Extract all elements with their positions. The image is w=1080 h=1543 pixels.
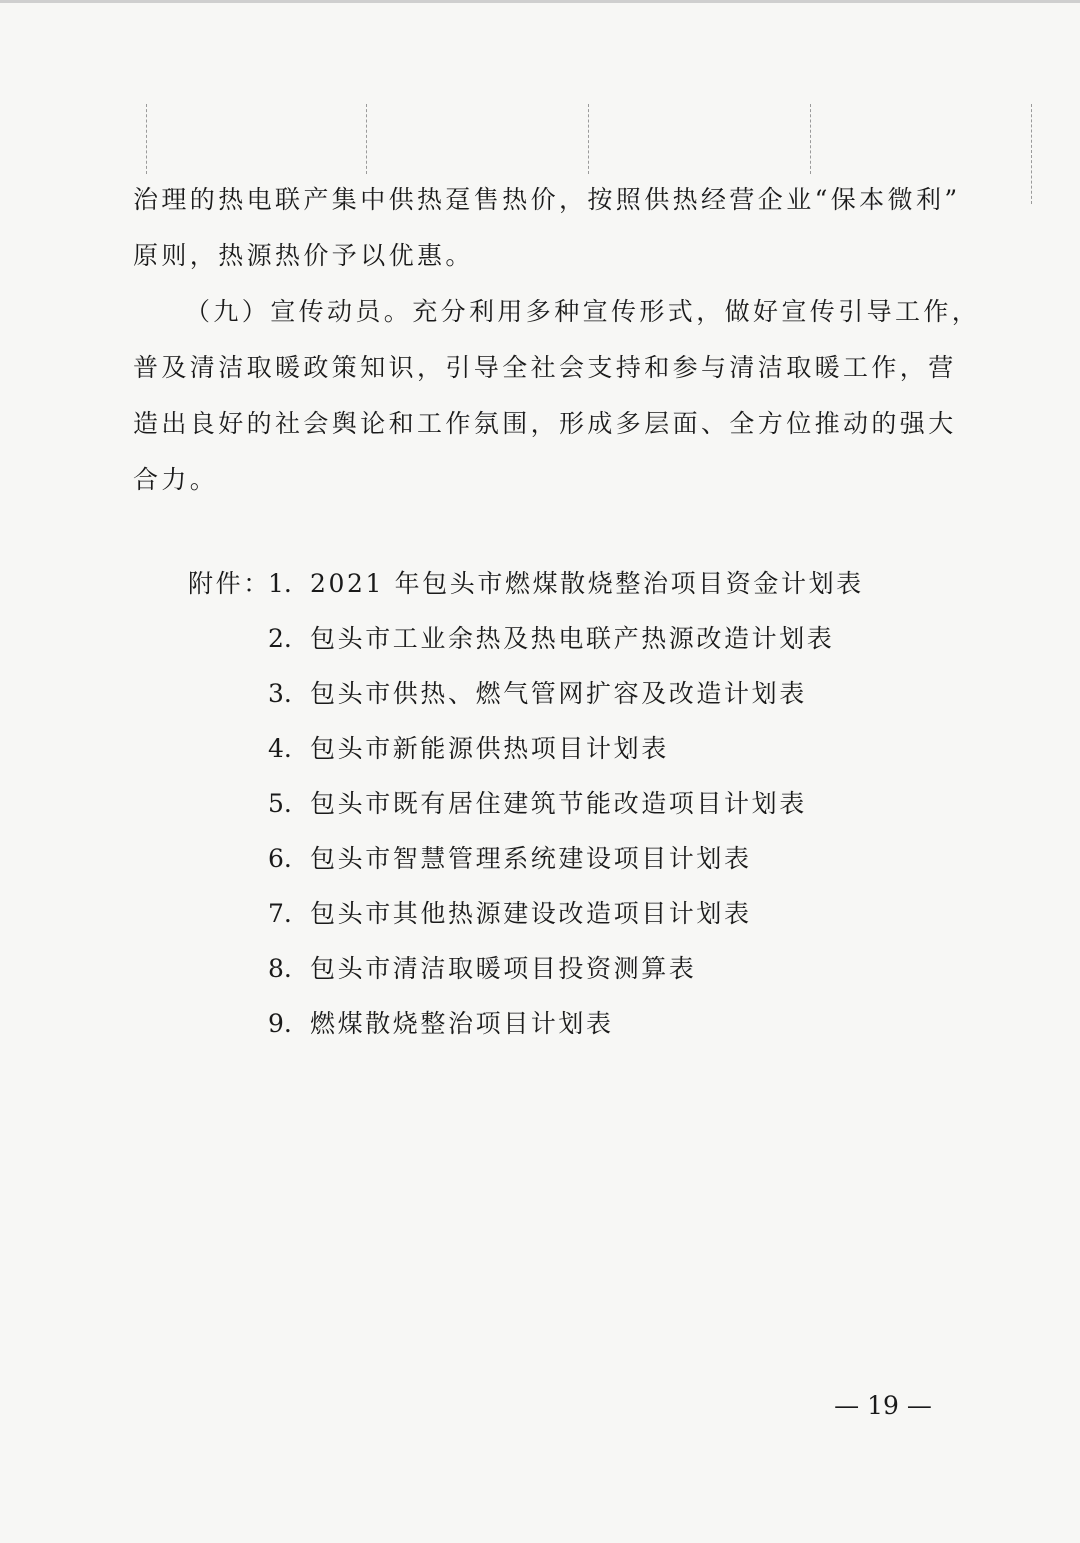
attachment-number: 8. (268, 954, 292, 983)
attachment-item (188, 776, 948, 831)
paragraph-publicity (133, 284, 981, 508)
attachment-item (188, 886, 948, 941)
attachment-item (188, 996, 948, 1051)
text-line: （九）宣传动员。充分利用多种宣传形式，做好宣传引导工作， (185, 297, 981, 326)
attachment-label: 附件： (188, 569, 271, 598)
attachment-title: 包头市清洁取暖项目投资测算表 (310, 954, 697, 983)
text-line: 普及清洁取暖政策知识，引导全社会支持和参与清洁取暖工作，营 (133, 353, 957, 382)
attachment-title: 包头市工业余热及热电联产热源改造计划表 (310, 624, 835, 653)
attachment-number: 1. (268, 569, 292, 598)
page-top-edge (0, 0, 1080, 3)
binding-mark (146, 104, 148, 174)
text-line: 原则，热源热价予以优惠。 (133, 241, 474, 270)
attachment-title: 包头市供热、燃气管网扩容及改造计划表 (310, 679, 807, 708)
binding-mark (810, 104, 812, 174)
attachment-number: 5. (268, 789, 292, 818)
text-line: 造出良好的社会舆论和工作氛围，形成多层面、全方位推动的强大 (133, 409, 957, 438)
attachment-title: 包头市既有居住建筑节能改造项目计划表 (310, 789, 807, 818)
attachment-title: 包头市智慧管理系统建设项目计划表 (310, 844, 752, 873)
text-line: 合力。 (133, 465, 219, 494)
attachment-item (188, 831, 948, 886)
paragraph-heat-price (133, 172, 961, 284)
attachment-item (188, 666, 948, 721)
attachment-number: 2. (268, 624, 292, 653)
attachment-item (188, 941, 948, 996)
attachment-number: 6. (268, 844, 292, 873)
binding-mark (588, 104, 590, 174)
attachment-title: 包头市其他热源建设改造项目计划表 (310, 899, 752, 928)
binding-mark (366, 104, 368, 174)
body-text (133, 172, 981, 508)
attachment-item (188, 611, 948, 666)
text-line: 治理的热电联产集中供热趸售热价，按照供热经营企业“保本微利” (133, 185, 961, 214)
attachment-number: 3. (268, 679, 292, 708)
attachment-title: 包头市新能源供热项目计划表 (310, 734, 669, 763)
binding-mark (1031, 104, 1033, 204)
attachment-number: 9. (268, 1009, 292, 1038)
attachment-item (188, 556, 948, 611)
attachment-title: 燃煤散烧整治项目计划表 (310, 1009, 614, 1038)
attachment-title: 2021 年包头市燃煤散烧整治项目资金计划表 (310, 569, 864, 598)
attachment-number: 7. (268, 899, 292, 928)
attachment-number: 4. (268, 734, 292, 763)
attachment-list (188, 556, 948, 1051)
attachment-item (188, 721, 948, 776)
page-number: — 19 — (834, 1391, 932, 1420)
